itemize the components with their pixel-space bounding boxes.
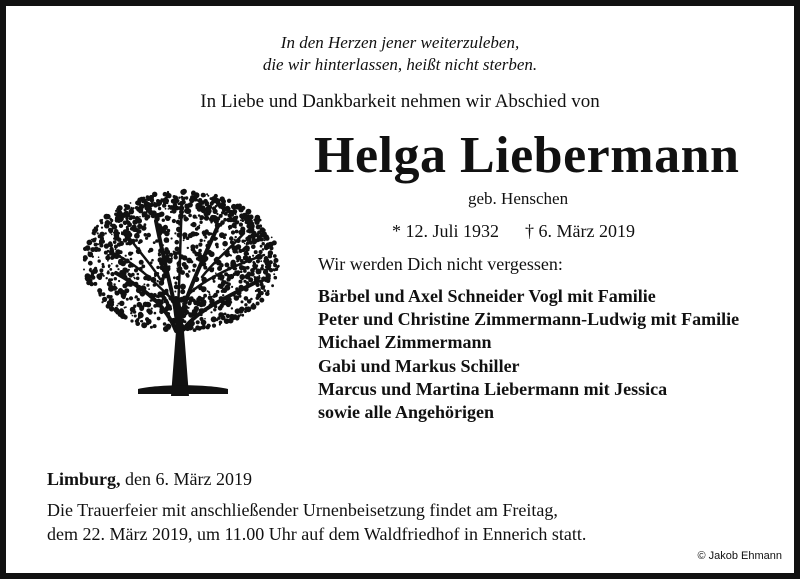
mourner-entry: Bärbel und Axel Schneider Vogl mit Familie	[318, 286, 656, 306]
service-line-2: dem 22. März 2019, um 11.00 Uhr auf dem Waldfriedhof in Ennerich statt.	[47, 524, 587, 544]
city: Limburg,	[47, 469, 121, 489]
death-date: † 6. März 2019	[525, 221, 635, 241]
mourner-entry: Marcus und Martina Liebermann mit Jessica	[318, 378, 668, 399]
quote-line-1: In den Herzen jener weiterzuleben,	[280, 33, 520, 52]
notice-date: den 6. März 2019	[125, 469, 252, 489]
mourner-entry: Peter und Christine Zimmermann-Ludwig mit Familie	[318, 309, 740, 330]
mourners-list	[318, 285, 739, 424]
mourner-entry: Michael Zimmermann	[318, 332, 492, 353]
life-dates	[392, 221, 635, 242]
birth-name: geb. Henschen	[468, 189, 569, 208]
service-line-1: Die Trauerfeier mit anschließender Urnenbeisetzung findet am Freitag,	[47, 500, 558, 520]
mourner-entry: Gabi und Markus Schiller	[318, 355, 520, 376]
birth-date: * 12. Juli 1932	[392, 221, 500, 241]
place-and-date	[47, 469, 252, 490]
farewell-intro: In Liebe und Dankbarkeit nehmen wir Abschied von	[200, 91, 600, 112]
quote-line-2: die wir hinterlassen, heißt nicht sterben.	[262, 55, 538, 74]
deceased-name: Helga Liebermann	[314, 127, 740, 184]
mourner-entry: sowie alle Angehörigen	[318, 402, 494, 423]
tree-icon	[68, 181, 294, 396]
remembrance-line: Wir werden Dich nicht vergessen:	[318, 254, 563, 274]
image-credit: © Jakob Ehmann	[697, 550, 782, 562]
